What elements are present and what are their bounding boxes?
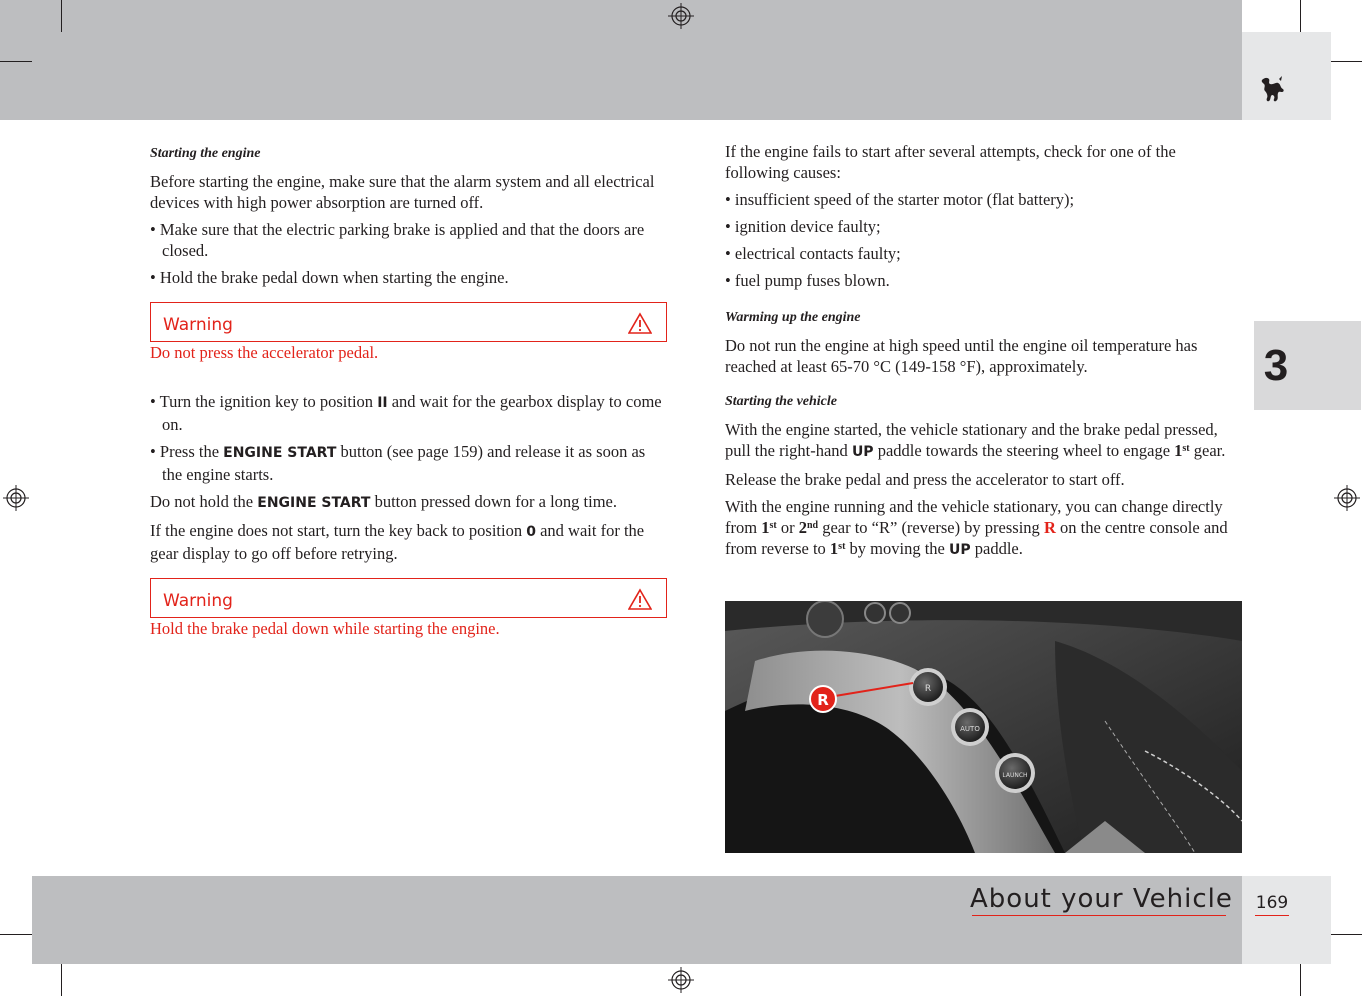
registration-mark-icon bbox=[668, 3, 694, 29]
right-column bbox=[725, 141, 1242, 567]
cause-item: • electrical contacts faulty; bbox=[725, 244, 901, 263]
console-button-launch-label: LAUNCH bbox=[1002, 772, 1028, 779]
bullet-ignition-key: • Turn the ignition key to position II and wait for the gearbox display to come on. bbox=[150, 392, 662, 434]
callout-r-label: R bbox=[817, 691, 829, 709]
warmup-paragraph: Do not run the engine at high speed until the engine oil temperature has reached at least 65-70 °C (149-158 °F), approximately. bbox=[725, 336, 1198, 376]
left-column bbox=[150, 143, 667, 645]
cause-item: • ignition device faulty; bbox=[725, 217, 881, 236]
paragraph-do-not-hold: Do not hold the ENGINE START button pressed down for a long time. bbox=[150, 492, 618, 511]
cause-item: • fuel pump fuses blown. bbox=[725, 271, 890, 290]
warning-text-2: Hold the brake pedal down while starting the engine. bbox=[150, 619, 500, 638]
crop-mark bbox=[1331, 934, 1362, 935]
warning-label: Warning bbox=[163, 315, 233, 335]
header-band bbox=[0, 0, 1242, 120]
page-number: 169 bbox=[1255, 893, 1289, 913]
crop-mark bbox=[1331, 61, 1362, 62]
footer-page-tab bbox=[1242, 876, 1331, 964]
paragraph-reverse: With the engine running and the vehicle stationary, you can change directly from 1st or 2nd gear to “R” (reverse) by pressing R on the centre console and from reverse to 1st by moving the UP paddle. bbox=[725, 497, 1228, 558]
centre-console-photo bbox=[725, 601, 1242, 853]
chapter-number: 3 bbox=[1263, 340, 1289, 390]
intro-paragraph: Before starting the engine, make sure that the alarm system and all electrical devices with high power absorption are turned off. bbox=[150, 172, 655, 212]
console-button-r-label: R bbox=[924, 684, 932, 694]
paragraph-engage-first: With the engine started, the vehicle stationary and the brake pedal pressed, pull the right-hand UP paddle towards the steering wheel to engage 1st gear. bbox=[725, 420, 1226, 460]
crop-mark bbox=[61, 964, 62, 996]
warning-box-2 bbox=[150, 578, 667, 618]
console-illustration bbox=[725, 601, 1242, 853]
paragraph-release-brake: Release the brake pedal and press the accelerator to start off. bbox=[725, 470, 1125, 489]
heading-starting-engine: Starting the engine bbox=[150, 146, 261, 161]
prancing-horse-icon bbox=[1258, 74, 1288, 108]
warning-box-1 bbox=[150, 302, 667, 342]
failure-intro: If the engine fails to start after several attempts, check for one of the following causes: bbox=[725, 142, 1176, 182]
warning-label: Warning bbox=[163, 591, 233, 611]
bullet-brake-pedal: • Hold the brake pedal down when starting the engine. bbox=[150, 268, 509, 287]
section-title: About your Vehicle bbox=[970, 884, 1233, 914]
bullet-parking-brake: • Make sure that the electric parking brake is applied and that the doors are closed. bbox=[150, 220, 645, 260]
console-button-auto-label: AUTO bbox=[960, 725, 980, 733]
section-title-underline bbox=[972, 915, 1226, 916]
crop-mark bbox=[61, 0, 62, 32]
cause-item: • insufficient speed of the starter motor (flat battery); bbox=[725, 190, 1075, 209]
warning-triangle-icon bbox=[628, 312, 652, 334]
heading-starting-vehicle: Starting the vehicle bbox=[725, 394, 837, 409]
bullet-engine-start: • Press the ENGINE START button (see page 159) and release it as soon as the engine starts. bbox=[150, 442, 646, 484]
crop-mark bbox=[0, 61, 32, 62]
crop-mark bbox=[0, 934, 32, 935]
registration-mark-icon bbox=[3, 485, 29, 511]
warning-text-1: Do not press the accelerator pedal. bbox=[150, 343, 379, 362]
page-number-underline bbox=[1255, 915, 1289, 916]
paragraph-engine-not-start: If the engine does not start, turn the key back to position 0 and wait for the gear display to go off before retrying. bbox=[150, 521, 645, 563]
header-logo-tab bbox=[1242, 32, 1331, 120]
crop-mark bbox=[1300, 0, 1301, 32]
registration-mark-icon bbox=[668, 967, 694, 993]
heading-warming-up: Warming up the engine bbox=[725, 310, 861, 325]
warning-triangle-icon bbox=[628, 588, 652, 610]
registration-mark-icon bbox=[1334, 485, 1360, 511]
crop-mark bbox=[1300, 964, 1301, 996]
